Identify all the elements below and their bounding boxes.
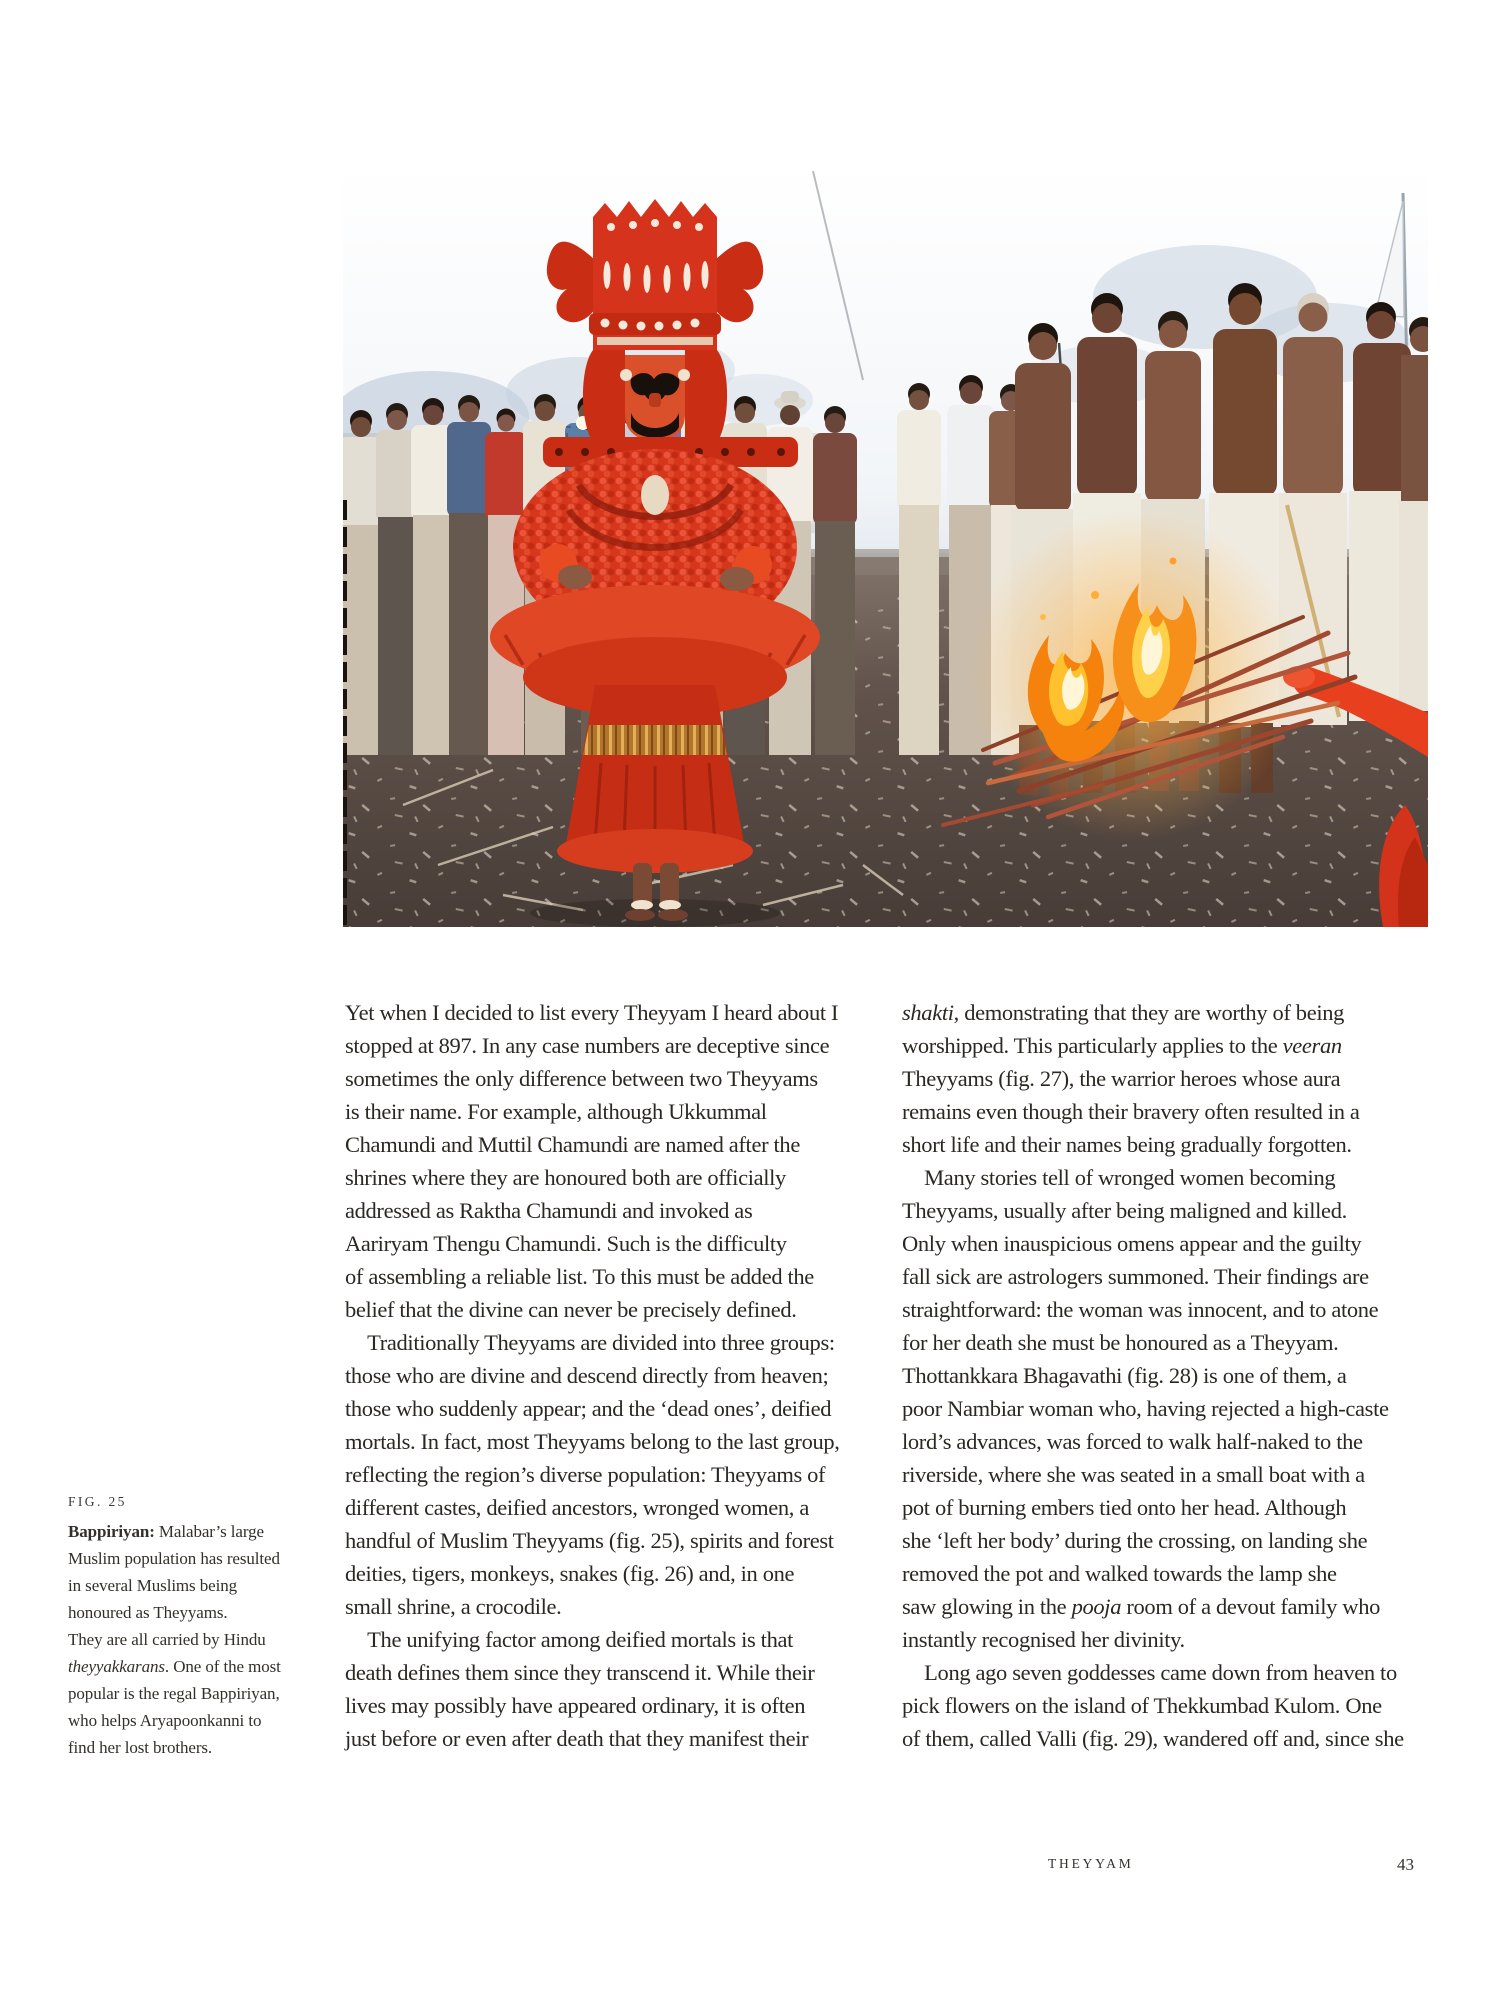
text-line: lives may possibly have appeared ordinary, it is often: [345, 1693, 806, 1718]
text-line: short life and their names being gradually forgotten.: [902, 1132, 1352, 1157]
figure-number: FIG. 25: [68, 1494, 127, 1509]
text-line: popular is the regal Bappiriyan,: [68, 1684, 280, 1703]
text-line: Many stories tell of wronged women becoming: [902, 1165, 1336, 1190]
text-line: Muslim population has resulted: [68, 1549, 280, 1568]
text-line: death defines them since they transcend it. While their: [345, 1660, 815, 1685]
text-line: mortals. In fact, most Theyyams belong to the last group,: [345, 1429, 840, 1454]
text-line: Long ago seven goddesses came down from heaven to: [902, 1660, 1397, 1685]
body-column-right: [902, 996, 1417, 1755]
text-line: fall sick are astrologers summoned. Their findings are: [902, 1264, 1369, 1289]
text-line: small shrine, a crocodile.: [345, 1594, 562, 1619]
text-line: lord’s advances, was forced to walk half-naked to the: [902, 1429, 1363, 1454]
text-line: of them, called Valli (fig. 29), wandered off and, since she: [902, 1726, 1404, 1751]
bystander: [813, 406, 857, 755]
text-line: who helps Aryapoonkanni to: [68, 1711, 262, 1730]
text-line: of assembling a reliable list. To this must be added the: [345, 1264, 814, 1289]
text-line: handful of Muslim Theyyams (fig. 25), spirits and forest: [345, 1528, 834, 1553]
text-line: Thottankkara Bhagavathi (fig. 28) is one of them, a: [902, 1363, 1347, 1388]
page-number: 43: [1397, 1855, 1414, 1874]
text-line: Chamundi and Muttil Chamundi are named after the: [345, 1132, 800, 1157]
figure-caption: [68, 1492, 338, 1761]
text-line: Aariryam Thengu Chamundi. Such is the difficulty: [345, 1231, 787, 1256]
text-line: They are all carried by Hindu: [68, 1630, 266, 1649]
text-line: worshipped. This particularly applies to the veeran: [902, 1033, 1342, 1058]
text-line: deities, tigers, monkeys, snakes (fig. 26) and, in one: [345, 1561, 795, 1586]
theyyam-photo-art: [343, 165, 1428, 927]
text-line: she ‘left her body’ during the crossing, on landing she: [902, 1528, 1368, 1553]
text-line: Traditionally Theyyams are divided into three groups:: [345, 1330, 835, 1355]
figure-caption-text: [68, 1518, 338, 1761]
text-line: pick flowers on the island of Thekkumbad Kulom. One: [902, 1693, 1382, 1718]
text-line: straightforward: the woman was innocent, and to atone: [902, 1297, 1379, 1322]
text-line: riverside, where she was seated in a small boat with a: [902, 1462, 1365, 1487]
text-line: sometimes the only difference between two Theyyams: [345, 1066, 818, 1091]
text-line: shrines where they are honoured both are officially: [345, 1165, 786, 1190]
text-line: reflecting the region’s diverse population: Theyyams of: [345, 1462, 826, 1487]
text-line: instantly recognised her divinity.: [902, 1627, 1185, 1652]
text-line: belief that the divine can never be precisely defined.: [345, 1297, 797, 1322]
text-line: Yet when I decided to list every Theyyam I heard about I: [345, 1000, 839, 1025]
text-line: different castes, deified ancestors, wronged women, a: [345, 1495, 809, 1520]
body-column-left: [345, 996, 860, 1755]
text-line: shakti, demonstrating that they are worthy of being: [902, 1000, 1345, 1025]
bystander: [447, 395, 491, 755]
text-line: removed the pot and walked towards the lamp she: [902, 1561, 1337, 1586]
text-line: Theyyams, usually after being maligned and killed.: [902, 1198, 1347, 1223]
text-line: just before or even after death that they manifest their: [345, 1726, 809, 1751]
text-line: is their name. For example, although Ukkummal: [345, 1099, 767, 1124]
bystander-red-shirt: [485, 409, 527, 756]
text-line: Only when inauspicious omens appear and the guilty: [902, 1231, 1362, 1256]
text-line: in several Muslims being: [68, 1576, 237, 1595]
text-line: pot of burning embers tied onto her head. Although: [902, 1495, 1347, 1520]
text-line: Bappiriyan: Malabar’s large: [68, 1522, 264, 1541]
text-line: those who suddenly appear; and the ‘dead ones’, deified: [345, 1396, 832, 1421]
text-line: saw glowing in the pooja room of a devout family who: [902, 1594, 1381, 1619]
text-line: Theyyams (fig. 27), the warrior heroes whose aura: [902, 1066, 1341, 1091]
text-line: those who are divine and descend directly from heaven;: [345, 1363, 829, 1388]
text-line: find her lost brothers.: [68, 1738, 213, 1757]
text-line: for her death she must be honoured as a Theyyam.: [902, 1330, 1339, 1355]
text-line: remains even though their bravery often resulted in a: [902, 1099, 1360, 1124]
theyyam-photo: [343, 165, 1428, 927]
text-line: addressed as Raktha Chamundi and invoked as: [345, 1198, 753, 1223]
text-line: poor Nambiar woman who, having rejected a high-caste: [902, 1396, 1389, 1421]
text-line: The unifying factor among deified mortals is that: [345, 1627, 794, 1652]
text-line: stopped at 897. In any case numbers are deceptive since: [345, 1033, 830, 1058]
running-title: THEYYAM: [1048, 1856, 1134, 1871]
text-line: theyyakkarans. One of the most: [68, 1657, 281, 1676]
text-line: honoured as Theyyams.: [68, 1603, 228, 1622]
